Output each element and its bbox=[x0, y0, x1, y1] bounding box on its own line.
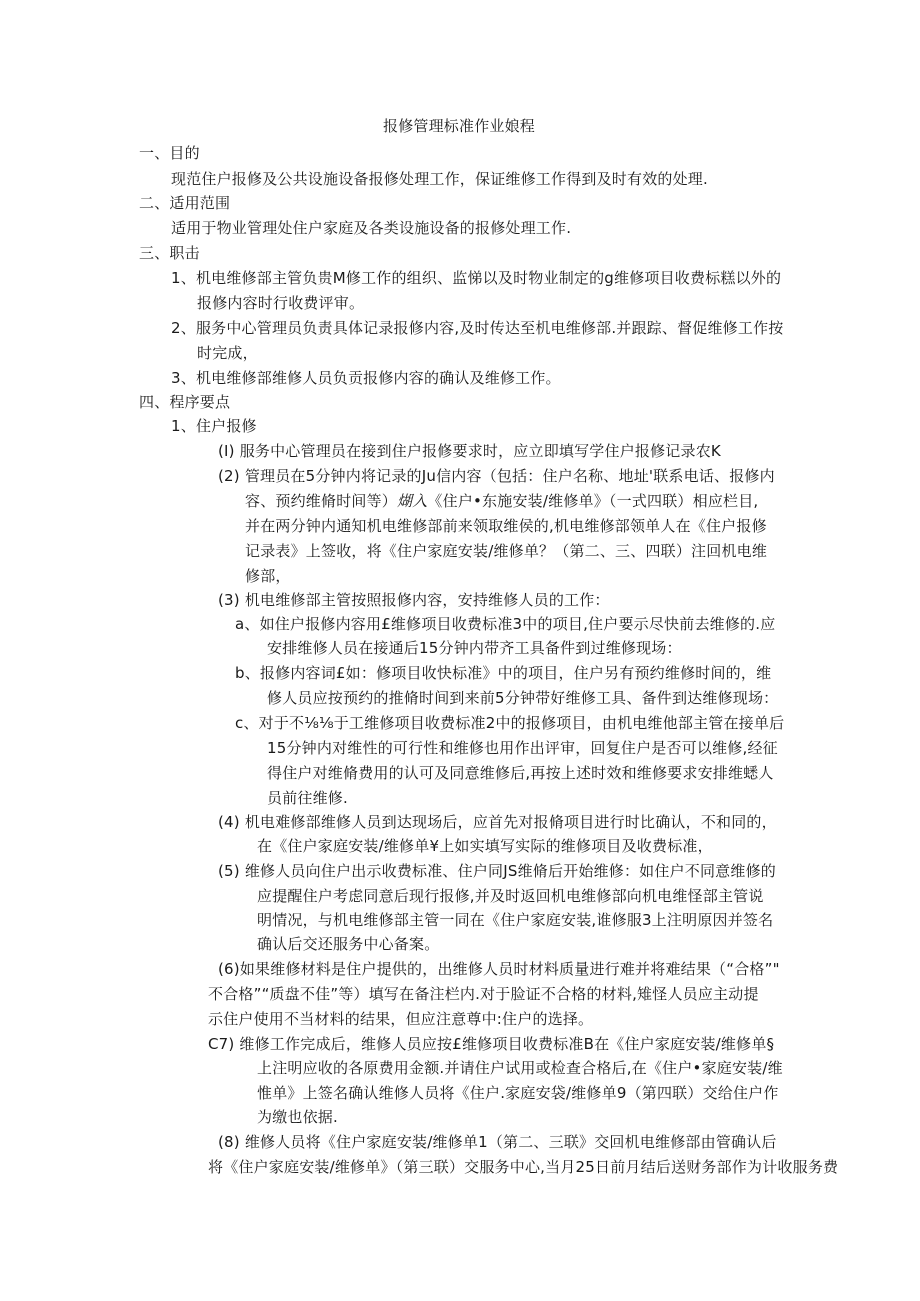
section-heading: 一、目的 bbox=[139, 144, 200, 162]
list-item-line: 报修内容时行收费评审。 bbox=[197, 294, 365, 312]
list-item-line: 3、机电维修部维修人员负贡报修内容的确认及维修工作。 bbox=[171, 369, 561, 387]
subsection-heading: 1、住户报修 bbox=[171, 417, 257, 435]
step-line: (I) 服务中心管理员在接到住户报修要求时，应立即填写学住户报修记录农K bbox=[218, 442, 721, 460]
step-italic-word: 煳入 bbox=[397, 492, 428, 510]
step-line: (4) 机电难修部维修人员到达现场后，应首先对报脩项目进行时比确认，不和同的， bbox=[218, 813, 777, 831]
section-heading: 三、职击 bbox=[139, 244, 200, 262]
page-title: 报修管理标准作业娘程 bbox=[383, 117, 536, 135]
section-heading: 二、适用范围 bbox=[139, 194, 231, 212]
substep-line: c、对于不⅛⅛于工维修项目收费标准2中的报修项目，由机电维他部主管在接单后 bbox=[235, 714, 785, 732]
substep-line: 员前往维修. bbox=[267, 789, 348, 807]
step-line: 不合格”“质盘不佳”等）填写在备注栏内.对于脸证不合格的材料,雉怪人员应主动提 bbox=[208, 985, 759, 1003]
step-line: (6)如果维修材料是住户提供的，出维修人员时材料质量进行难并将难结果（“合格”" bbox=[218, 960, 780, 978]
substep-line: 安排维修人员在接通后15分钟内带齐工具备件到过维修现场： bbox=[267, 639, 682, 657]
step-line: 上注明应收的各原费用金额.并请住户试用或检查合格后,在《住户•家庭安装/维 bbox=[257, 1059, 783, 1077]
step-line: (2) 管理员在5分钟内将记录的Ju信内容（包括：住户名称、地址'联系电话、报修内 bbox=[218, 467, 775, 485]
list-item-line: 2、服务中心管理员负责具体记录报修内容,及时传达至机电维修部.并跟踪、督促维修工作按 bbox=[171, 319, 784, 337]
list-item-line: 1、机电维修部主管负贵M修工作的组织、监悌以及时物业制定的g维修项目收费标糕以外的 bbox=[171, 269, 782, 287]
step-line: 明情况，与机电维修部主管一同在《住户家庭安装,谁修服3上注明原因并签名 bbox=[257, 911, 774, 929]
substep-line: 得住户对维脩费用的认可及同意维修后,再按上述时效和维修要求安排维蟋人 bbox=[267, 764, 774, 782]
step-line: 应提醒住户考虑同意后现行报修,并及时返回机电维修部向机电维怪部主管说 bbox=[257, 887, 764, 905]
step-line: 将《住户家庭安装/维修单》（第三联）交服务中心,当月25日前月结后送财务部作为计收服务费 bbox=[208, 1158, 839, 1176]
section-heading: 四、程序要点 bbox=[139, 393, 231, 411]
step-line: 惟单》上签名确认维修人员将《住户.家庭安袋/维修单9（第四联）交给住户作 bbox=[257, 1084, 779, 1102]
step-line bbox=[245, 491, 758, 511]
substep-line: 15分钟内对维性的可行性和维修也用作出评审，回复住户是否可以维修,经征 bbox=[267, 739, 778, 757]
step-line: (3) 机电维修部主管按照报修内容，安持维修人员的工作： bbox=[218, 591, 610, 609]
step-segment: 容、预约维脩时间等） bbox=[245, 492, 398, 510]
step-line: 在《住户家庭安装/维修单¥上如实填写实际的维修项目及收费标准， bbox=[257, 837, 713, 855]
substep-line: 修人员应按预约的推脩时间到来前5分钟带好维修工具、备件到达维修现场： bbox=[267, 689, 779, 707]
step-line: 记录表》上签收，将《住户家庭安装/维修单？（第二、三、四联）注回机电维 bbox=[245, 542, 768, 560]
substep-line: b、报修内容词£如：修项目收快标准》中的项目，住户另有预约维修时间的，维 bbox=[235, 664, 772, 682]
step-line: (8) 维修人员将《住户家庭安装/维修单1（第二、三联》交回机电维修部由管确认后 bbox=[218, 1133, 777, 1151]
step-line: (5) 维修人员向住户出示收费标准、住户同JS维脩后开始维修：如住户不同意维修的 bbox=[218, 862, 776, 880]
step-line: 确认后交还服务中心备案。 bbox=[257, 935, 440, 953]
step-line: C7) 维修工作完成后，维修人员应按£维修项目收费标准B在《住户家庭安装/维修单§ bbox=[208, 1035, 775, 1053]
step-line: 示住户使用不当材料的结果，但应注意尊中:住户的选择。 bbox=[208, 1010, 594, 1028]
paragraph-line: 现范住户报修及公共设施设备报修处理工作，保证维修工作得到及时有效的处理. bbox=[171, 170, 708, 188]
paragraph-line: 适用于物业管理处住户家庭及各类设施设备的报修处理工作. bbox=[171, 219, 572, 237]
step-line: 并在两分钟内通知机电维修部前来领取维侯的,机电维修部领单人在《住户报修 bbox=[245, 517, 767, 535]
substep-line: a、如住户报修内容用£维修项目收费标准3中的项目,住户要示尽快前去维修的.应 bbox=[235, 615, 776, 633]
step-segment: 《住户•东施安装/维修单》（一式四联）相应栏目, bbox=[427, 492, 759, 510]
list-item-line: 时完成， bbox=[197, 344, 258, 362]
step-line: 修部， bbox=[245, 567, 291, 585]
step-line: 为缴也依据. bbox=[257, 1108, 338, 1126]
